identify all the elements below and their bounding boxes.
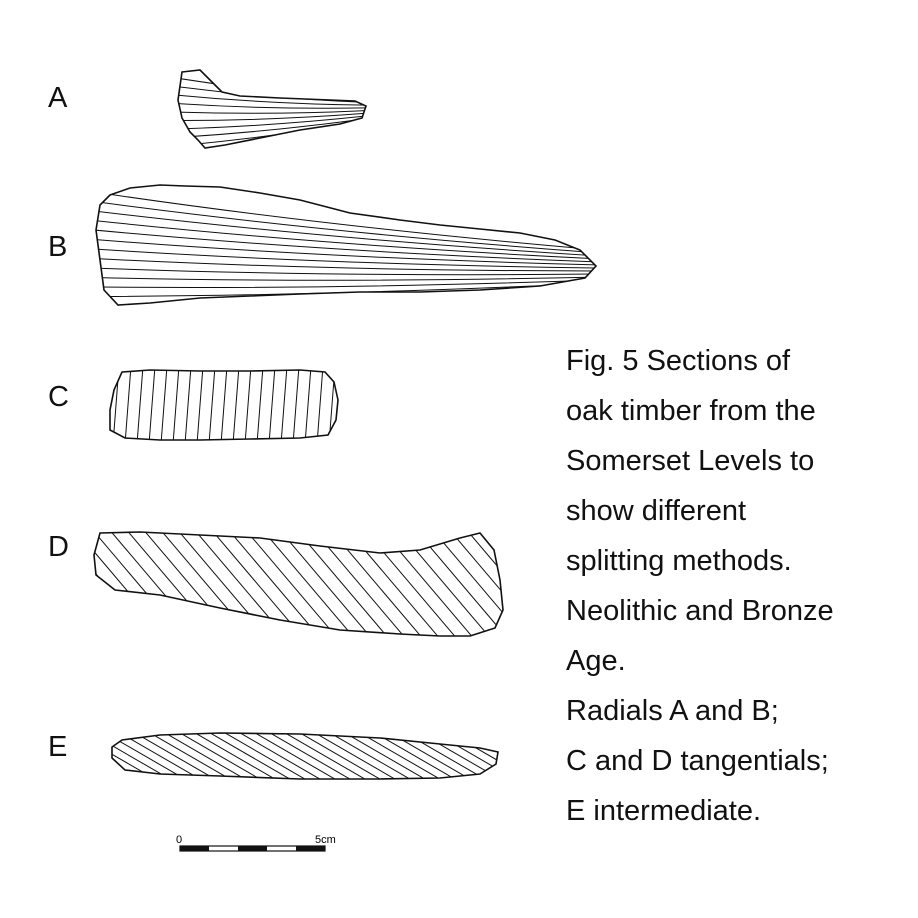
grain-line bbox=[149, 366, 155, 444]
grain-line bbox=[108, 528, 203, 640]
grain-line bbox=[414, 528, 509, 640]
caption-line: Age. bbox=[566, 645, 626, 677]
grain-line bbox=[125, 366, 131, 444]
grain-line bbox=[190, 730, 280, 782]
grain-line bbox=[278, 528, 373, 640]
grain-line bbox=[176, 110, 370, 113]
grain-line bbox=[91, 528, 186, 640]
grain-line bbox=[431, 528, 526, 640]
grain-line bbox=[205, 730, 295, 782]
grain-line bbox=[305, 366, 311, 444]
section-e-drawing bbox=[40, 730, 610, 782]
grain-line bbox=[55, 730, 145, 782]
figure-caption bbox=[566, 336, 911, 836]
grain-line bbox=[244, 528, 339, 640]
grain-line bbox=[197, 366, 203, 444]
caption-line: splitting methods. bbox=[566, 545, 792, 577]
grain-line bbox=[94, 230, 600, 262]
grain-line bbox=[329, 528, 424, 640]
caption-line: Neolithic and Bronze bbox=[566, 595, 834, 627]
grain-line bbox=[209, 366, 215, 444]
grain-line bbox=[482, 528, 577, 640]
grain-line bbox=[397, 528, 492, 640]
scale-end-label: 5cm bbox=[315, 834, 336, 846]
section-label-e: E bbox=[48, 731, 68, 763]
grain-line bbox=[94, 283, 600, 297]
grain-line bbox=[363, 528, 458, 640]
caption-line: Radials A and B; bbox=[566, 695, 779, 727]
grain-line bbox=[317, 366, 323, 444]
grain-line bbox=[176, 113, 370, 121]
grain-line bbox=[94, 192, 600, 250]
grain-line bbox=[176, 528, 271, 640]
caption-line: C and D tangentials; bbox=[566, 745, 829, 777]
grain-line bbox=[40, 730, 130, 782]
grain-line bbox=[193, 528, 288, 640]
section-label-a: A bbox=[48, 82, 68, 114]
caption-line: E intermediate. bbox=[566, 795, 762, 827]
grain-line bbox=[415, 730, 505, 782]
scale-start-label: 0 bbox=[176, 834, 183, 846]
grain-line bbox=[185, 366, 191, 444]
grain-line bbox=[220, 730, 310, 782]
grain-line bbox=[74, 528, 169, 640]
grain-line bbox=[70, 730, 160, 782]
grain-line bbox=[281, 366, 287, 444]
grain-line bbox=[94, 259, 600, 272]
grain-line bbox=[125, 528, 220, 640]
grain-line bbox=[475, 730, 565, 782]
grain-line bbox=[385, 730, 475, 782]
grain-line bbox=[233, 366, 239, 444]
grain-line bbox=[235, 730, 325, 782]
grain-line bbox=[161, 366, 167, 444]
section-d-drawing bbox=[40, 528, 628, 640]
grain-line bbox=[40, 528, 135, 640]
caption-line: Fig. 5 Sections of bbox=[566, 345, 791, 377]
caption-line: show different bbox=[566, 495, 747, 527]
grain-line bbox=[269, 366, 275, 444]
grain-line bbox=[173, 366, 179, 444]
grain-line bbox=[57, 528, 152, 640]
grain-line bbox=[210, 528, 305, 640]
grain-line bbox=[142, 528, 237, 640]
grain-line bbox=[94, 277, 600, 280]
grain-line bbox=[250, 730, 340, 782]
grain-line bbox=[310, 730, 400, 782]
grain-line bbox=[312, 528, 407, 640]
caption-line: Somerset Levels to bbox=[566, 445, 815, 477]
grain-line bbox=[94, 268, 600, 275]
grain-line bbox=[445, 730, 535, 782]
grain-line bbox=[221, 366, 227, 444]
grain-line bbox=[137, 366, 143, 444]
section-c-drawing bbox=[110, 366, 338, 444]
grain-line bbox=[245, 366, 251, 444]
grain-line bbox=[280, 730, 370, 782]
grain-line bbox=[257, 366, 263, 444]
grain-line bbox=[265, 730, 355, 782]
grain-line bbox=[159, 528, 254, 640]
section-label-c: C bbox=[48, 381, 69, 413]
scale-bar bbox=[176, 834, 336, 851]
section-label-b: B bbox=[48, 231, 68, 263]
section-a-drawing bbox=[176, 70, 370, 148]
grain-line bbox=[380, 528, 475, 640]
grain-line bbox=[293, 366, 299, 444]
grain-line bbox=[448, 528, 543, 640]
grain-line bbox=[346, 528, 441, 640]
caption-line: oak timber from the bbox=[566, 395, 816, 427]
section-label-d: D bbox=[48, 531, 69, 563]
section-b-drawing bbox=[94, 185, 600, 305]
grain-line bbox=[465, 528, 560, 640]
grain-line bbox=[176, 78, 370, 100]
